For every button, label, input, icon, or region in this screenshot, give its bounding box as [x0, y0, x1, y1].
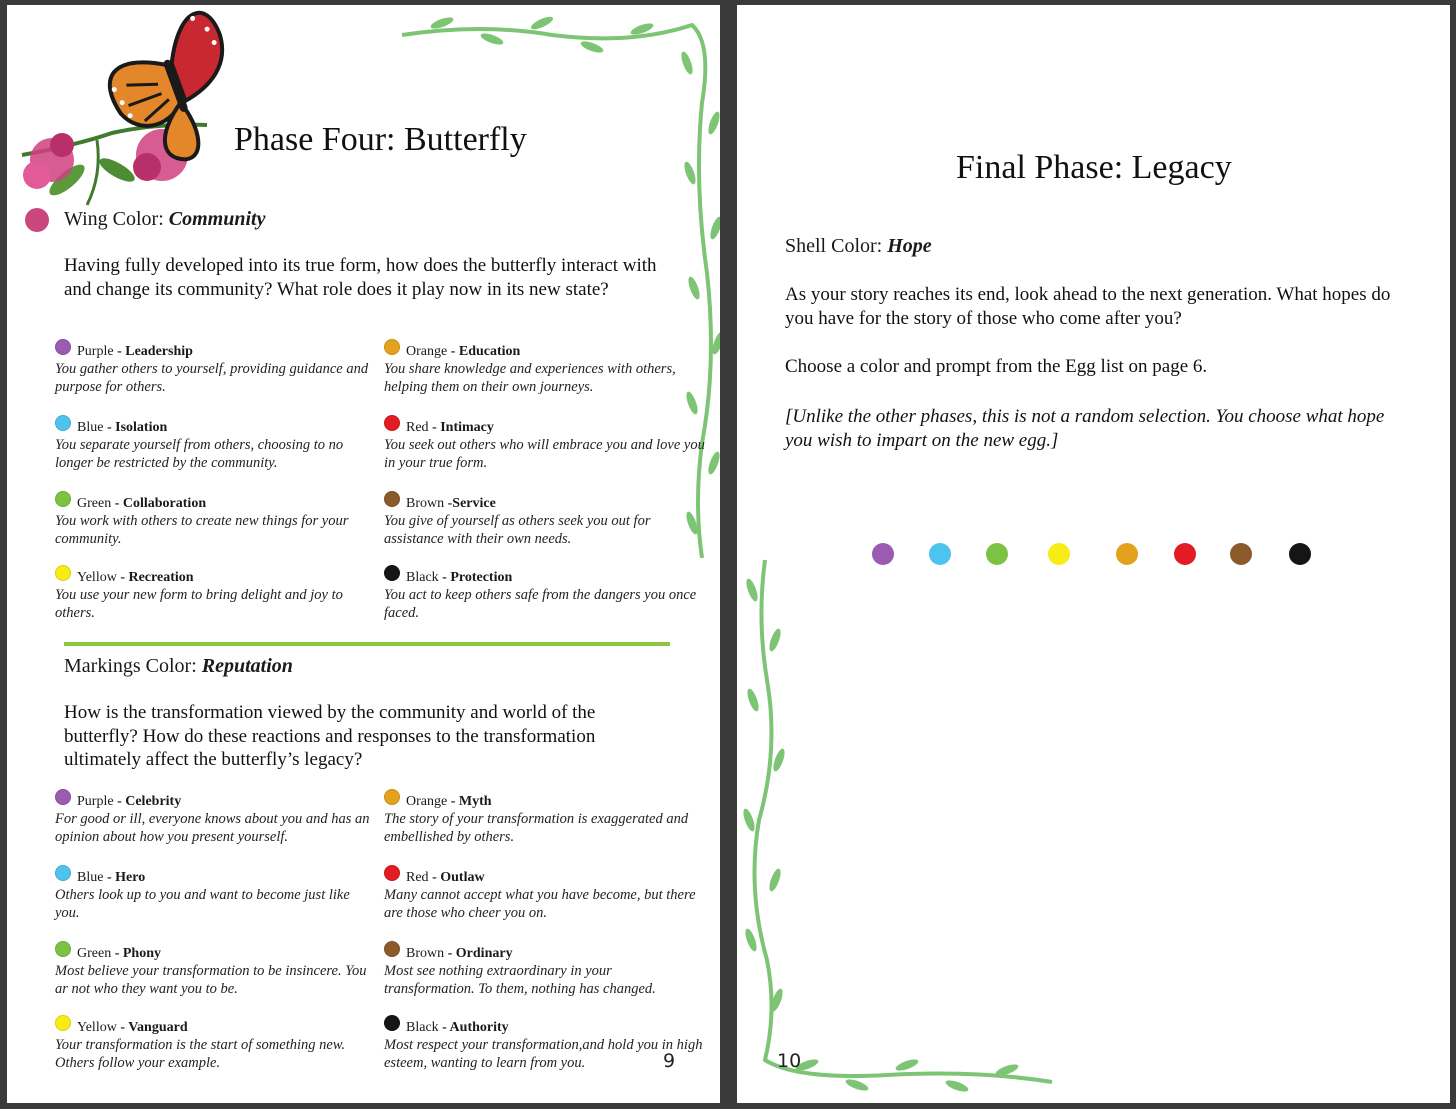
option-separator: -: [428, 870, 441, 885]
option-ordinary: [384, 945, 706, 998]
option-description: Most believe your transformation to be insincere. You ar not who they want you to be.: [55, 963, 367, 997]
option-separator: -: [116, 1020, 129, 1035]
option-separator: -: [447, 794, 459, 809]
wing-color-heading: [64, 208, 265, 231]
wing-color-value: Community: [168, 208, 266, 230]
option-name: Authority: [449, 1020, 509, 1035]
option-heading: [55, 495, 377, 512]
option-name: Leadership: [125, 344, 193, 359]
option-description: Many cannot accept what you have become, but there are those who cheer you on.: [384, 887, 696, 921]
option-education: [384, 343, 706, 396]
option-name: Collaboration: [122, 496, 207, 511]
option-heading: [55, 793, 377, 810]
option-name: Vanguard: [128, 1020, 188, 1035]
option-heading: [384, 945, 706, 962]
option-description: Most see nothing extraordinary in your transformation. To them, nothing has changed.: [384, 963, 656, 997]
option-name: Education: [458, 344, 521, 359]
section-divider: [64, 642, 670, 646]
option-heading: [55, 569, 377, 586]
option-separator: -: [428, 420, 441, 435]
yellow-swatch-icon: [55, 565, 71, 581]
option-separator: -: [447, 344, 459, 359]
option-description: You separate yourself from others, choosing to no longer be restricted by the community.: [55, 437, 344, 471]
legacy-question: As your story reaches its end, look ahead to the next generation. What hopes do you have for the story of those who come after you?: [785, 284, 1391, 329]
option-heading: [55, 343, 377, 360]
option-description: For good or ill, everyone knows about you and has an opinion about how you present yourself.: [55, 811, 370, 845]
yellow-swatch-icon: [55, 1015, 71, 1031]
option-name: Phony: [122, 946, 161, 961]
option-color: Black: [406, 1020, 439, 1035]
option-color: Brown: [406, 946, 445, 961]
black-swatch-icon: [384, 1015, 400, 1031]
option-heading: [55, 945, 377, 962]
purple-swatch-icon: [55, 339, 71, 355]
option-separator: -: [103, 420, 116, 435]
page-title: Final Phase: Legacy: [956, 149, 1232, 186]
option-name: Isolation: [115, 420, 168, 435]
orange-swatch-icon: [384, 339, 400, 355]
option-heading: [384, 343, 706, 360]
option-color: Red: [406, 420, 429, 435]
green-swatch-icon: [55, 941, 71, 957]
option-separator: -: [113, 794, 126, 809]
option-color: Orange: [406, 794, 448, 809]
option-service: [384, 495, 706, 548]
option-color: Green: [77, 946, 112, 961]
option-description: You gather others to yourself, providing guidance and purpose for others.: [55, 361, 369, 395]
option-heading: [55, 419, 377, 436]
option-heading: [55, 1019, 377, 1036]
shell-color-value: Hope: [887, 235, 932, 257]
option-description: The story of your transformation is exaggerated and embellished by others.: [384, 811, 689, 845]
brown-swatch-icon: [384, 491, 400, 507]
option-name: Ordinary: [455, 946, 513, 961]
blue-swatch-icon: [55, 415, 71, 431]
markings-question: How is the transformation viewed by the community and world of the butterfly? How do these reactions and responses to the transformation ultimately affect the butterfly’s legacy?: [64, 702, 596, 770]
option-name: Hero: [115, 870, 146, 885]
option-description: You give of yourself as others seek you out for assistance with their own needs.: [384, 513, 651, 547]
blue-swatch-icon: [55, 865, 71, 881]
option-description: You seek out others who will embrace you and love you in your true form.: [384, 437, 705, 471]
option-color: Orange: [406, 344, 448, 359]
shell-color-label: Shell Color:: [785, 235, 888, 257]
page-title: Phase Four: Butterfly: [234, 121, 527, 158]
black-swatch-icon: [384, 565, 400, 581]
option-color: Black: [406, 570, 439, 585]
shell-color-heading: [785, 235, 932, 258]
red-dot-icon: [1174, 543, 1196, 565]
vine-decoration: [737, 560, 1067, 1100]
selection-note: [Unlike the other phases, this is not a random selection. You choose what hope you wish to impart on the new egg.]: [785, 406, 1385, 451]
red-swatch-icon: [384, 865, 400, 881]
option-name: Celebrity: [125, 794, 182, 809]
option-description: You share knowledge and experiences with others, helping them on their own journeys.: [384, 361, 676, 395]
option-description: You use your new form to bring delight and joy to others.: [55, 587, 343, 621]
option-hero: [55, 869, 377, 922]
markings-color-heading: [64, 655, 293, 678]
option-separator: -: [444, 496, 453, 511]
orange-dot-icon: [1116, 543, 1138, 565]
option-intimacy: [384, 419, 706, 472]
green-swatch-icon: [55, 491, 71, 507]
option-heading: [384, 1019, 706, 1036]
option-myth: [384, 793, 706, 846]
option-isolation: [55, 419, 377, 472]
option-phony: [55, 945, 377, 998]
option-outlaw: [384, 869, 706, 922]
option-color: Brown: [406, 496, 445, 511]
brown-dot-icon: [1230, 543, 1252, 565]
option-description: Most respect your transformation,and hold you in high esteem, wanting to learn from you.: [384, 1037, 703, 1071]
option-description: You act to keep others safe from the dangers you once faced.: [384, 587, 697, 621]
option-color: Blue: [77, 870, 104, 885]
option-heading: [384, 419, 706, 436]
option-separator: -: [438, 570, 451, 585]
markings-color-value: Reputation: [201, 655, 293, 677]
option-color: Purple: [77, 344, 114, 359]
brown-swatch-icon: [384, 941, 400, 957]
option-name: Myth: [458, 794, 492, 809]
option-separator: -: [113, 344, 126, 359]
option-separator: -: [444, 946, 456, 961]
option-name: Protection: [450, 570, 513, 585]
page-number: 10: [777, 1050, 802, 1072]
option-separator: -: [111, 946, 123, 961]
option-heading: [384, 869, 706, 886]
black-dot-icon: [1289, 543, 1311, 565]
option-collaboration: [55, 495, 377, 548]
option-name: Intimacy: [440, 420, 494, 435]
option-color: Purple: [77, 794, 114, 809]
option-color: Yellow: [77, 1020, 117, 1035]
option-celebrity: [55, 793, 377, 846]
option-vanguard: [55, 1019, 377, 1072]
option-authority: [384, 1019, 706, 1072]
option-recreation: [55, 569, 377, 622]
option-leadership: [55, 343, 377, 396]
egg-list-instruction: Choose a color and prompt from the Egg list on page 6.: [785, 356, 1208, 377]
option-color: Red: [406, 870, 429, 885]
option-heading: [384, 495, 706, 512]
option-heading: [384, 793, 706, 810]
option-separator: -: [111, 496, 123, 511]
option-separator: -: [103, 870, 116, 885]
wing-question: Having fully developed into its true form, how does the butterfly interact with and change its community? What role does it play now in its new state?: [64, 255, 657, 300]
option-description: You work with others to create new things for your community.: [55, 513, 349, 547]
option-description: Others look up to you and want to become just like you.: [55, 887, 350, 921]
orange-swatch-icon: [384, 789, 400, 805]
purple-swatch-icon: [55, 789, 71, 805]
option-separator: -: [438, 1020, 450, 1035]
left-page: [7, 5, 720, 1103]
option-color: Green: [77, 496, 112, 511]
right-page: [737, 5, 1450, 1103]
option-name: Outlaw: [440, 870, 485, 885]
option-separator: -: [116, 570, 129, 585]
option-name: Service: [452, 496, 496, 511]
option-heading: [384, 569, 706, 586]
option-description: Your transformation is the start of something new. Others follow your example.: [55, 1037, 346, 1071]
option-color: Blue: [77, 420, 104, 435]
option-protection: [384, 569, 706, 622]
option-heading: [55, 869, 377, 886]
red-swatch-icon: [384, 415, 400, 431]
option-name: Recreation: [128, 570, 194, 585]
option-color: Yellow: [77, 570, 117, 585]
wing-color-label: Wing Color:: [64, 208, 169, 230]
page-number: 9: [663, 1050, 676, 1072]
markings-color-label: Markings Color:: [64, 655, 202, 677]
